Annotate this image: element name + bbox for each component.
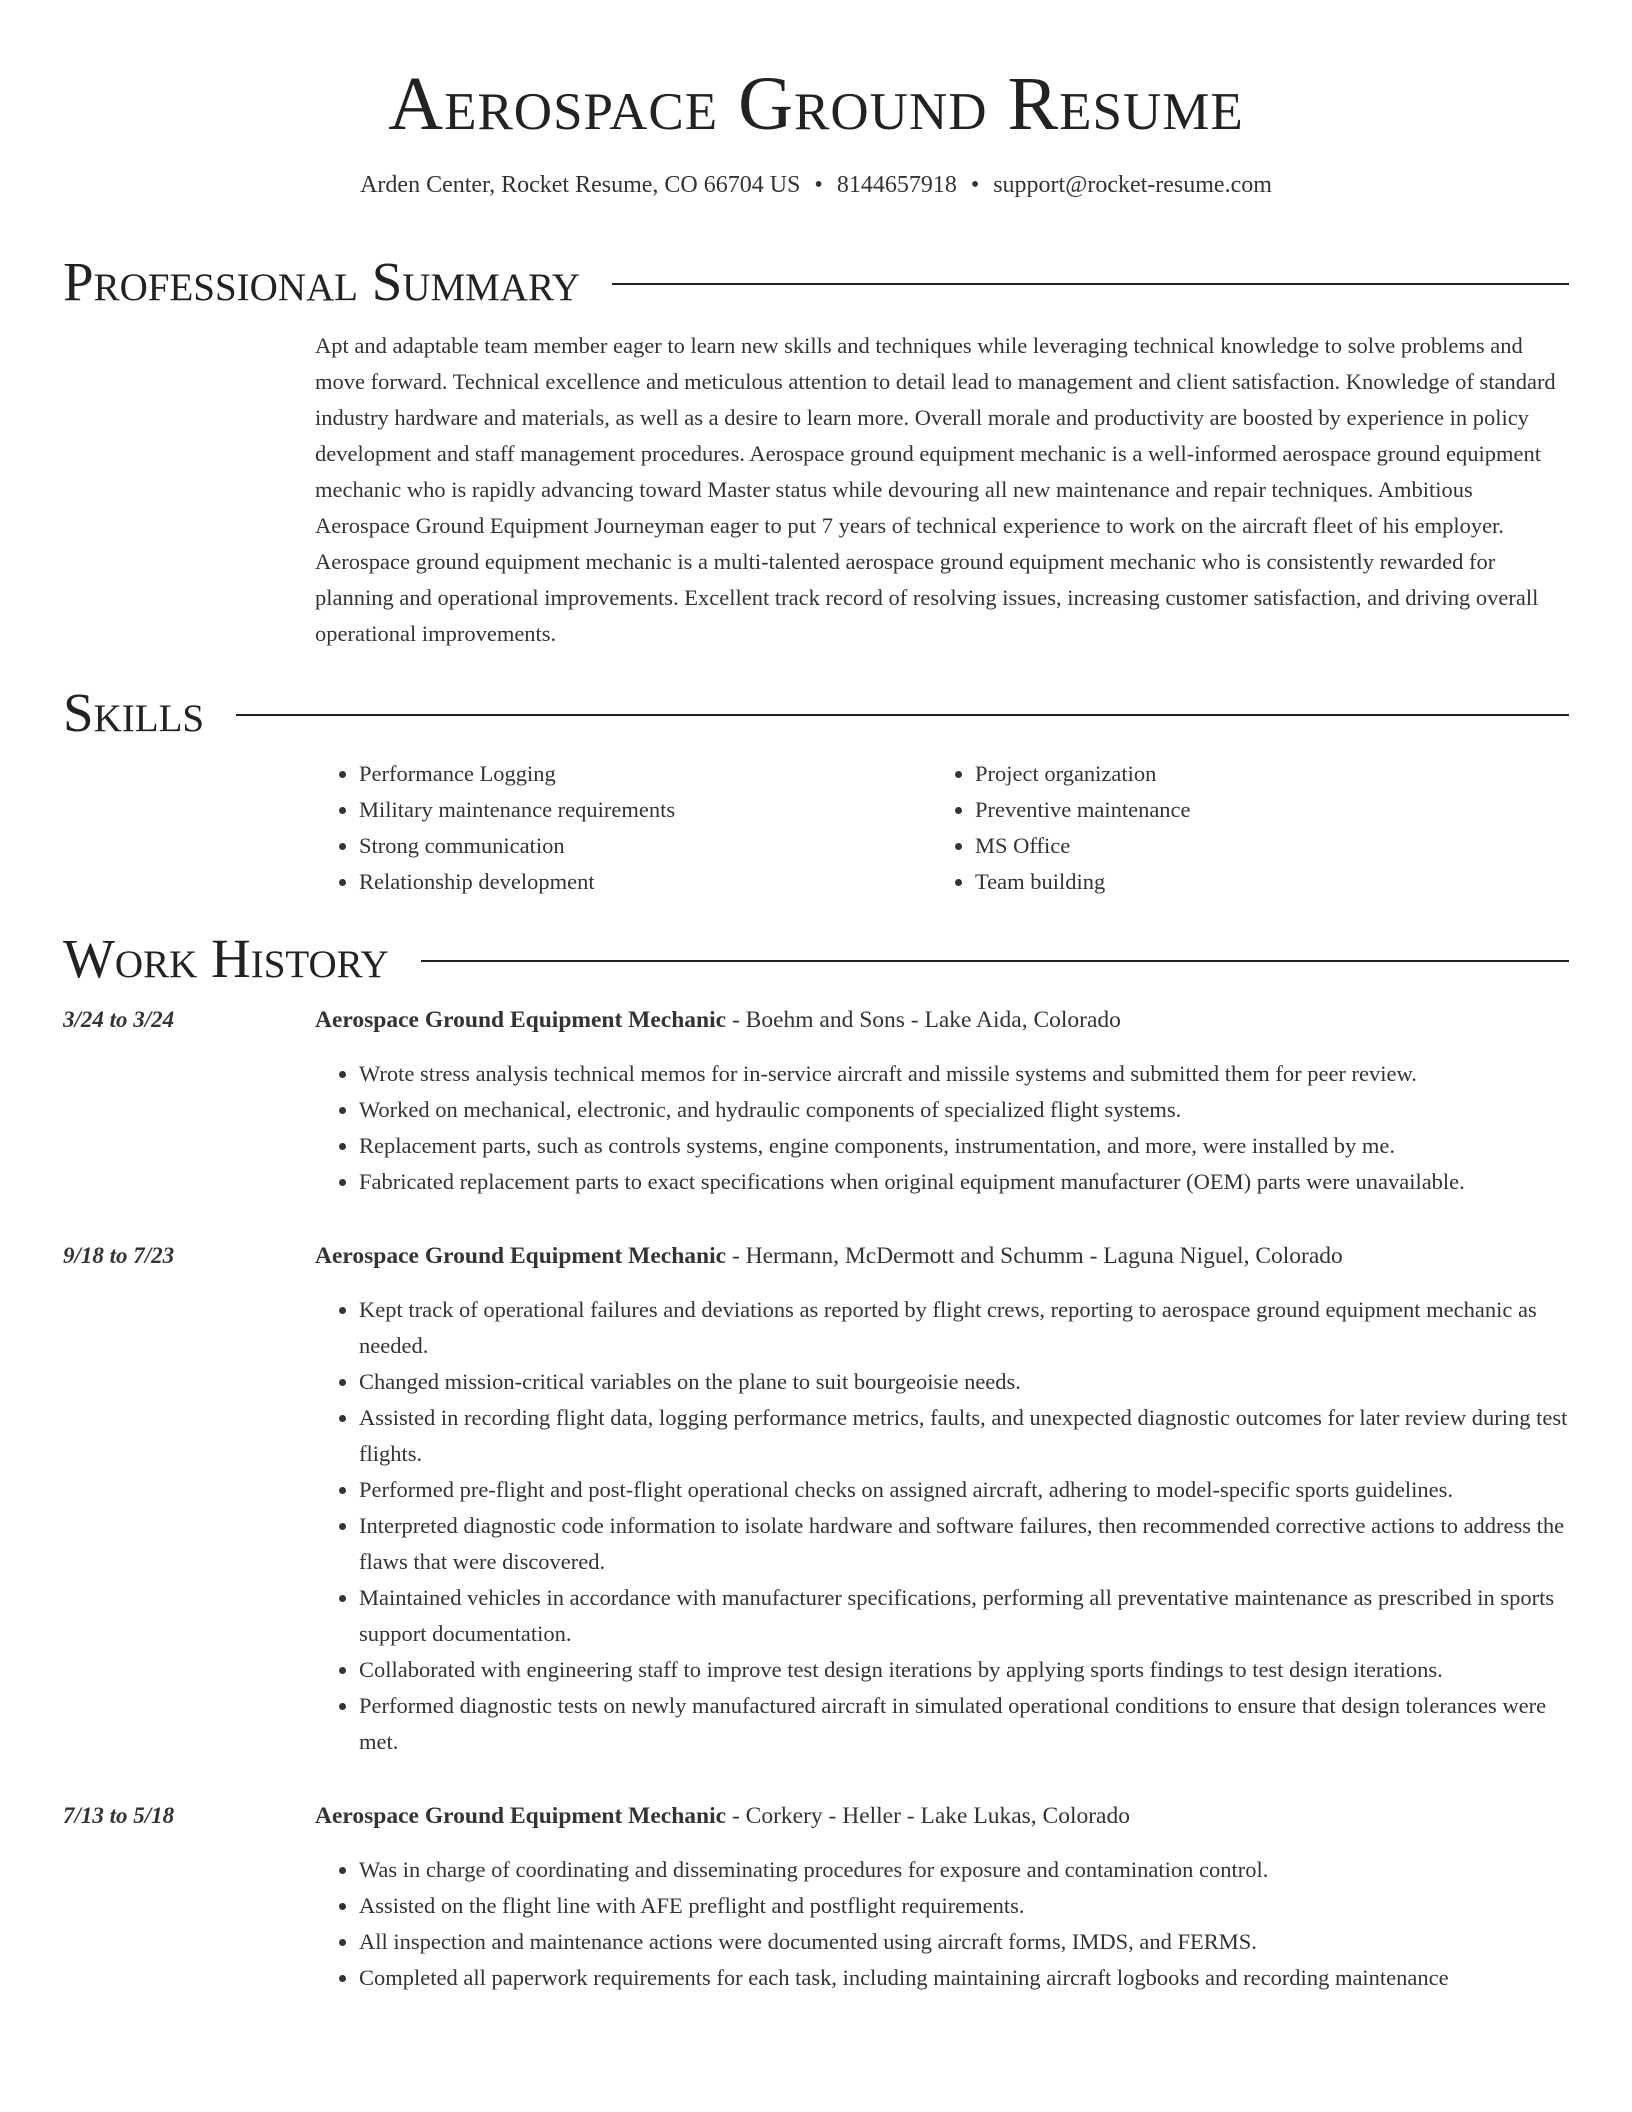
job-bullet: • Kept track of operational failures and deviations as reported by flight crews, reporting to aerospace ground equipment mechanic as needed. [359,1292,1569,1364]
job-list [63,1002,1569,1996]
job-bullet: • Performed diagnostic tests on newly manufactured aircraft in simulated operational conditions to ensure that design tolerances were met. [359,1688,1569,1760]
job-bullet: • Was in charge of coordinating and disseminating procedures for exposure and contamination control. [359,1852,1569,1888]
job-bullet: • Changed mission-critical variables on the plane to suit bourgeoisie needs. [359,1364,1569,1400]
job-bullet: • Completed all paperwork requirements for each task, including maintaining aircraft logbooks and recording maintenance [359,1960,1569,1996]
job-bullet: • Collaborated with engineering staff to improve test design iterations by applying sports findings to test design iterations. [359,1652,1569,1688]
job-bullets [315,1292,1569,1760]
section-divider [421,960,1569,962]
job-entry [63,1238,1569,1760]
job-bullet: • Replacement parts, such as controls systems, engine components, instrumentation, and more, were installed by me. [359,1128,1569,1164]
section-header [63,249,1569,315]
professional-summary-section [63,249,1569,652]
job-bullets [315,1056,1569,1200]
section-divider [236,714,1569,716]
job-dates: 9/18 to 7/23 [63,1243,175,1268]
resume-name: Aerospace Ground Resume [388,62,1244,146]
section-header [63,926,1569,992]
job-bullets [315,1852,1569,1996]
skill-item: • Performance Logging [359,756,931,792]
job-bullet: • Assisted on the flight line with AFE preflight and postflight requirements. [359,1888,1569,1924]
skills-column-right [931,756,1547,900]
job-bullet: • Assisted in recording flight data, logging performance metrics, faults, and unexpected diagnostic outcomes for later review during test flights. [359,1400,1569,1472]
skill-item: • Relationship development [359,864,931,900]
job-entry [63,1002,1569,1200]
skill-item: • Team building [975,864,1547,900]
summary-text: Apt and adaptable team member eager to learn new skills and techniques while leveraging technical knowledge to solve problems and move forward. Technical excellence and meticulous attention to detail lead to management and client satisfaction. Knowledge of standard industry hardware and materials, as well as a desire to learn more. Overall morale and productivity are boosted by experience in policy development and staff management procedures. Aerospace ground equipment mechanic is a well-informed aerospace ground equipment mechanic who is rapidly advancing toward Master status while devouring all new maintenance and repair techniques. Ambitious Aerospace Ground Equipment Journeyman eager to put 7 years of technical experience to work on the aircraft fleet of his employer. Aerospace ground equipment mechanic is a multi-talented aerospace ground equipment mechanic who is consistently rewarded for planning and operational improvements. Excellent track record of resolving issues, increasing customer satisfaction, and driving overall operational improvements. [315,333,1556,646]
job-heading [315,1002,1569,1038]
contact-separator: • [970,172,980,198]
job-employer-location: - Hermann, McDermott and Schumm - Laguna Niguel, Colorado [726,1243,1343,1269]
job-bullet: • Interpreted diagnostic code information to isolate hardware and software failures, then recommended corrective actions to address the flaws that were discovered. [359,1508,1569,1580]
skill-item: • Preventive maintenance [975,792,1547,828]
job-title: Aerospace Ground Equipment Mechanic [315,1007,727,1033]
contact-separator: • [814,172,823,198]
job-dates: 3/24 to 3/24 [63,1007,175,1032]
job-heading [315,1238,1569,1274]
job-bullet: • Worked on mechanical, electronic, and hydraulic components of specialized flight systems. [359,1092,1569,1128]
section-title-summary: Professional Summary [63,251,581,312]
job-bullet: • Fabricated replacement parts to exact specifications when original equipment manufacturer (OEM) parts were unavailable. [359,1164,1569,1200]
section-title-work: Work History [63,928,389,989]
job-bullet: • Maintained vehicles in accordance with manufacturer specifications, performing all preventative maintenance as prescribed in sports support documentation. [359,1580,1569,1652]
job-dates: 7/13 to 5/18 [63,1803,175,1828]
skill-item: • Project organization [975,756,1547,792]
section-divider [612,283,1569,285]
skills-section [63,680,1569,900]
contact-phone: 8144657918 [836,172,957,198]
job-employer-location: - Boehm and Sons - Lake Aida, Colorado [726,1007,1121,1033]
skill-item: • MS Office [975,828,1547,864]
skills-list [315,756,1569,900]
job-heading [315,1798,1569,1834]
skill-item: • Military maintenance requirements [359,792,931,828]
job-bullet: • Wrote stress analysis technical memos for in-service aircraft and missile systems and submitted them for peer review. [359,1056,1569,1092]
work-history-section [63,926,1569,1996]
contact-line [63,169,1569,201]
job-bullet: • Performed pre-flight and post-flight operational checks on assigned aircraft, adhering to model-specific sports guidelines. [359,1472,1569,1508]
section-header [63,680,1569,746]
job-title: Aerospace Ground Equipment Mechanic [315,1803,727,1829]
section-title-skills: Skills [63,682,205,743]
job-title: Aerospace Ground Equipment Mechanic [315,1243,727,1269]
skills-column-left [315,756,931,900]
contact-address: Arden Center, Rocket Resume, CO 66704 US [360,172,801,198]
contact-email: support@rocket-resume.com [993,172,1272,198]
job-employer-location: - Corkery - Heller - Lake Lukas, Colorado [726,1803,1130,1829]
job-entry [63,1798,1569,1996]
skill-item: • Strong communication [359,828,931,864]
job-bullet: • All inspection and maintenance actions were documented using aircraft forms, IMDS, and FERMS. [359,1924,1569,1960]
